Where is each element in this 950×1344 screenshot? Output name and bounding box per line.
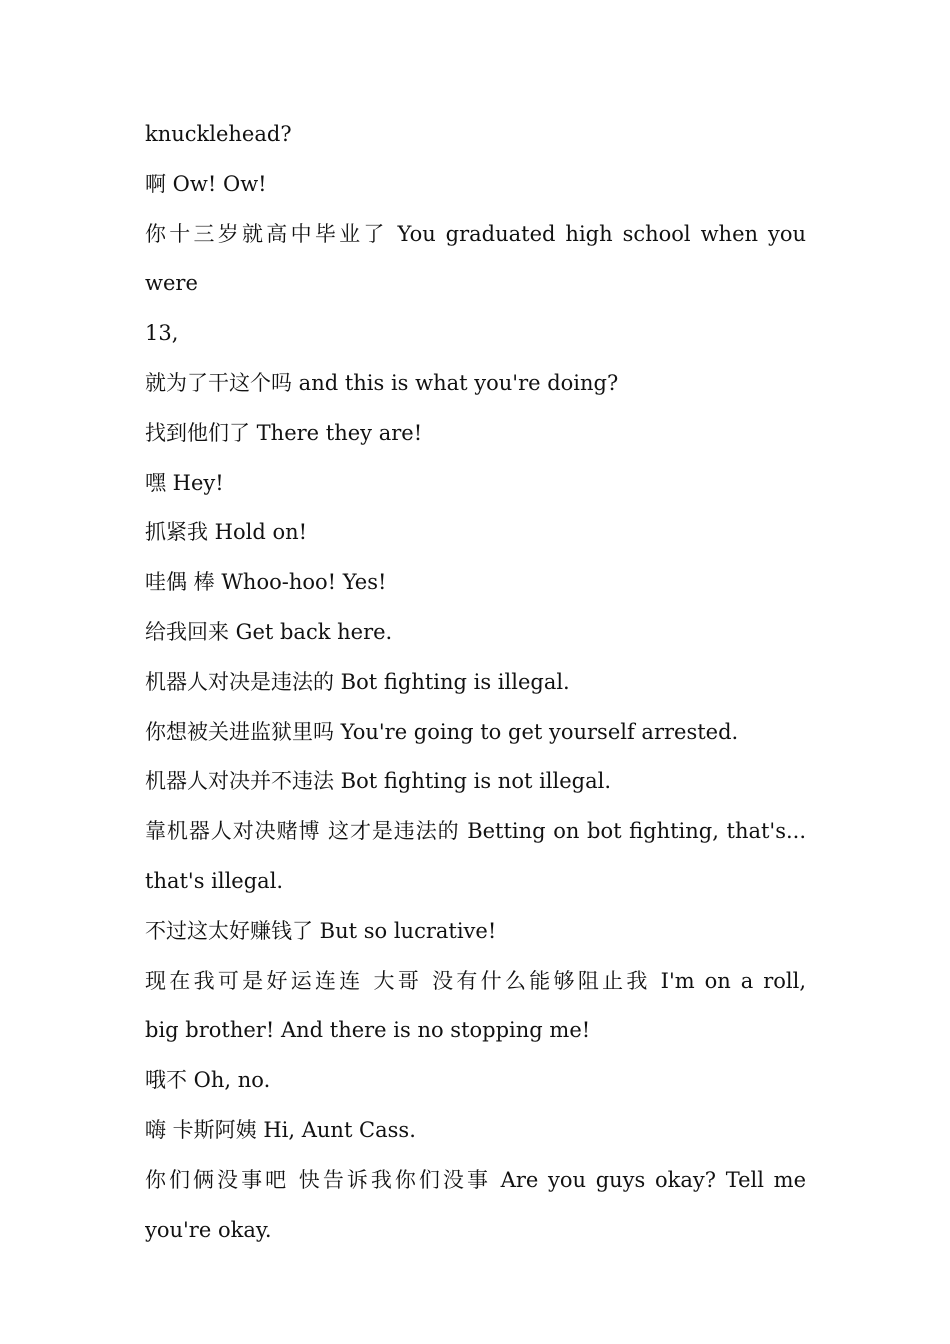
text-line: 现在我可是好运连连 大哥 没有什么能够阻止我 I'm on a roll, xyxy=(145,968,806,993)
text-line: 靠机器人对决赌博 这才是违法的 Betting on bot fighting, that's... xyxy=(145,819,806,844)
text-line: 就为了干这个吗 and this is what you're doing? xyxy=(145,370,619,395)
subtitle-transcript xyxy=(145,110,806,1255)
text-line: you're okay. xyxy=(145,1217,272,1242)
text-line: 抓紧我 Hold on! xyxy=(145,520,308,545)
text-line: knucklehead? xyxy=(145,122,292,146)
text-line: 找到他们了 There they are! xyxy=(145,420,423,445)
text-line: 机器人对决并不违法 Bot fighting is not illegal. xyxy=(145,769,612,794)
text-line: 给我回来 Get back here. xyxy=(145,619,393,644)
text-line: 机器人对决是违法的 Bot fighting is illegal. xyxy=(145,669,570,694)
text-line: big brother! And there is no stopping me! xyxy=(145,1018,591,1043)
text-line: 你想被关进监狱里吗 You're going to get yourself arrested. xyxy=(145,719,739,744)
text-line: 啊 Ow! Ow! xyxy=(145,171,267,196)
text-line: 不过这太好赚钱了 But so lucrative! xyxy=(145,918,497,943)
text-line: 嗨 卡斯阿姨 Hi, Aunt Cass. xyxy=(145,1117,416,1142)
text-line: 哇偶 棒 Whoo-hoo! Yes! xyxy=(145,570,387,595)
text-line: 你十三岁就高中毕业了 You graduated high school when you were xyxy=(145,221,806,296)
text-line: that's illegal. xyxy=(145,868,284,893)
text-line: 你们俩没事吧 快告诉我你们没事 Are you guys okay? Tell me xyxy=(145,1167,806,1192)
text-line: 13, xyxy=(145,321,179,346)
text-line: 哦不 Oh, no. xyxy=(145,1068,271,1093)
text-line: 嘿 Hey! xyxy=(145,470,224,495)
